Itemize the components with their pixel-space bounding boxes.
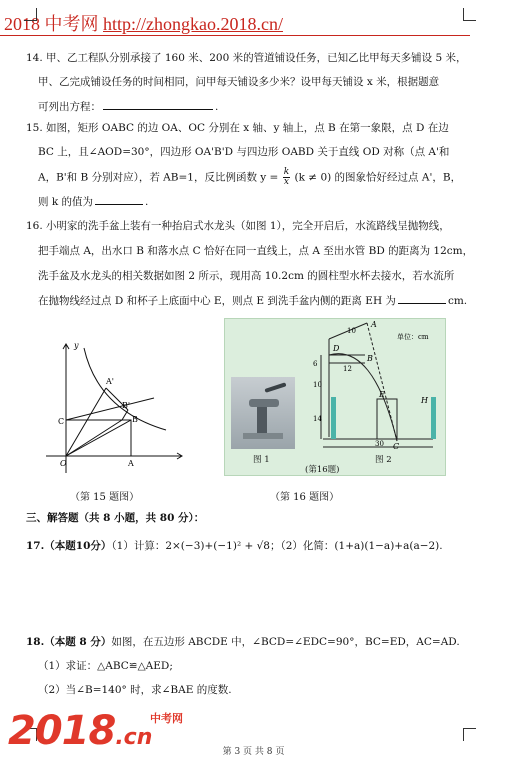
line-OD <box>66 420 122 456</box>
fig16-dim-10b: 10 <box>313 381 322 389</box>
water-parabola <box>329 354 397 441</box>
q15-line1: 15. 如图，矩形 OABC 的边 OA、OC 分别在 x 轴、y 轴上，点 B 在第一象限，点 D 在边 <box>26 122 449 134</box>
basin-left-wall <box>331 397 336 439</box>
faucet-image <box>231 377 295 449</box>
fig16-label-C: C <box>393 442 400 451</box>
crop-mark-top-right <box>463 8 476 21</box>
q14-answer-blank[interactable] <box>103 99 213 110</box>
fig15-label-B1: B' <box>122 401 131 410</box>
q14-prefix: 可列出方程： <box>38 101 101 113</box>
header-rule <box>0 35 470 36</box>
figure-16 <box>224 318 446 476</box>
crop-mark-top-left <box>24 8 37 21</box>
q17-prefix: 17.（本题10分） <box>26 540 112 552</box>
q15-fraction <box>283 168 290 187</box>
q15-line3 <box>38 168 498 187</box>
header-title <box>4 10 283 36</box>
q15-line3-suffix: (k ≠ 0) 的图象恰好经过点 A'，B， <box>294 171 462 184</box>
q17 <box>26 540 486 553</box>
figure-15-caption: （第 15 题图） <box>70 492 140 503</box>
q18-line1: 如图，在五边形 ABCDE 中，∠BCD=∠EDC=90°，BC=ED，AC=AD. <box>111 636 460 648</box>
figure-16-caption: （第 16 题图） <box>270 492 340 503</box>
fig16-unit: 单位：cm <box>397 333 429 341</box>
q16-line4 <box>38 293 498 308</box>
q18-sub1: （1）求证：△ABC≌△AED; <box>38 660 173 672</box>
line-B1D <box>122 410 128 420</box>
q15-frac-den: x <box>283 177 289 187</box>
q15-line4 <box>38 194 498 209</box>
basin-right-wall <box>431 397 436 439</box>
line-OA1 <box>66 388 106 456</box>
q16-answer-blank[interactable] <box>398 293 446 304</box>
line-through-C <box>66 398 154 420</box>
logo-number: 2018 <box>8 708 116 754</box>
fig15-label-C: C <box>58 417 65 426</box>
q16-line4-suffix: cm. <box>447 295 468 307</box>
fig16-diagram <box>313 319 445 451</box>
figure-15 <box>36 338 186 478</box>
q16-line1: 16. 小明家的洗手盆上装有一种抬启式水龙头（如图 1），完全开启后，水流路线呈抛物线， <box>26 220 450 232</box>
fig15-label-A: A <box>128 459 134 468</box>
fig16-label-D: D <box>333 344 340 353</box>
cup <box>377 399 397 439</box>
q14-line3 <box>38 99 498 114</box>
q18 <box>26 636 486 649</box>
q16-line3: 洗手盆及水龙头的相关数据如图 2 所示，现用高 10.2cm 的圆柱型水杯去接水，若水流所 <box>38 270 455 282</box>
fig16-fig2-label: 图 2 <box>375 455 392 465</box>
fig15-label-B: B <box>132 415 138 424</box>
q16-line2: 把手端点 A，出水口 B 和落水点 C 恰好在同一直线上，点 A 至出水管 BD 的距离为 12cm， <box>38 245 474 257</box>
fig15-label-A1: A' <box>106 377 114 386</box>
section3-title: 三、解答题（共 8 小题，共 80 分）： <box>26 512 205 524</box>
fig16-dim-30: 30 <box>375 440 384 448</box>
q14-suffix: . <box>215 101 219 113</box>
q18-prefix: 18.（本题 8 分） <box>26 636 112 648</box>
q16-line4-prefix: 在抛物线经过点 D 和杯子上底面中心 E，则点 E 到洗手盆内侧的距离 EH 为 <box>38 295 396 307</box>
fig16-label-B: B <box>367 354 373 363</box>
q14-line1: 14. 甲、乙工程队分别承接了 160 米、200 米的管道铺设任务，已知乙比甲每天多铺设 5 米， <box>26 52 467 64</box>
page-number: 第 3 页 共 8 页 <box>222 747 285 757</box>
q15-line4-suffix: . <box>145 196 149 208</box>
q17-text: （1）计算：2×(−3)+(−1)² + √8；（2）化简：(1+a)(1−a)+a(a−2). <box>111 540 443 552</box>
crop-mark-bottom-right <box>463 728 476 741</box>
fig16-inner-caption: (第16题) <box>305 465 340 475</box>
fig16-label-H: H <box>421 396 428 405</box>
header-site: 2018 中考网 <box>4 14 99 34</box>
logo-suffix: .cn <box>115 725 153 750</box>
fig16-dim-12: 12 <box>343 365 352 373</box>
fig16-label-A: A <box>371 320 377 329</box>
q15-line4-prefix: 则 k 的值为 <box>38 196 94 208</box>
header-url-link[interactable]: http://zhongkao.2018.cn/ <box>103 14 283 34</box>
fig16-dim-6: 6 <box>313 360 318 368</box>
q15-line2: BC 上，且∠AOD=30°，四边形 OA'B'D 与四边形 OABD 关于直线 OD 对称（点 A'和 <box>38 146 450 158</box>
line-OB <box>66 420 131 456</box>
q15-answer-blank[interactable] <box>95 194 143 205</box>
fig15-label-y: y <box>74 341 79 350</box>
faucet-photo <box>231 377 295 449</box>
q18-sub2: （2）当∠B=140° 时，求∠BAE 的度数. <box>38 684 232 696</box>
q15-line3-prefix: A，B'和 B 分别对应），若 AB=1，反比例函数 y = <box>38 171 279 184</box>
fig16-dim-14: 14 <box>313 415 322 423</box>
fig16-fig1-label: 图 1 <box>253 455 270 465</box>
fig15-label-O: O <box>60 459 67 468</box>
q14-line2: 甲、乙完成铺设任务的时间相同，问甲每天铺设多少米？设甲每天铺设 x 米，根据题意 <box>38 76 440 88</box>
fig16-label-E: E <box>379 390 385 399</box>
fig16-dim-10a: 10 <box>347 327 356 335</box>
figure-15-diagram <box>36 338 186 478</box>
logo-small-text: 中考网 <box>150 712 183 725</box>
q15-frac-num: k <box>283 167 290 177</box>
hyperbola-curve <box>84 348 166 430</box>
